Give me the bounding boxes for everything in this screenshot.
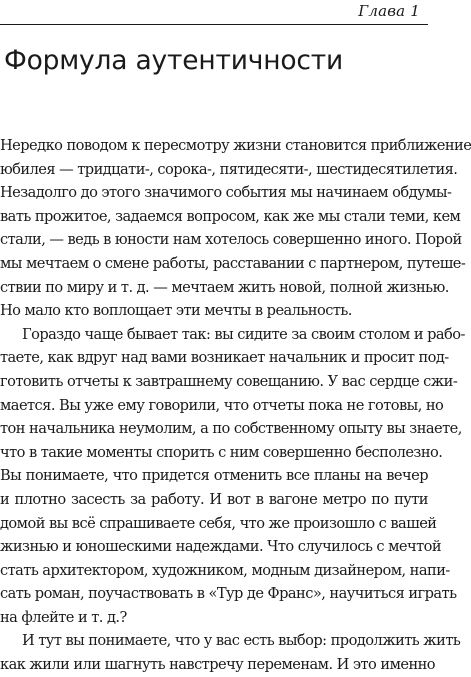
text-line: что в такие моменты спорить с ним совершенно бесполезно. xyxy=(0,443,443,461)
text-line: сать роман, поучаствовать в «Тур де Франс», научиться играть xyxy=(0,585,457,603)
text-line: на флейте и т. д.? xyxy=(0,608,127,626)
text-line: стать архитектором, художником, модным дизайнером, напи- xyxy=(0,561,450,579)
text-line: юбилея — тридцати-, сорока-, пятидесяти-, шестидесятилетия. xyxy=(0,160,458,178)
text-line: ствии по миру и т. д. — мечтаем жить новой, полной жизнью. xyxy=(0,278,449,296)
text-line: как жили или шагнуть навстречу переменам. И это именно xyxy=(0,656,436,674)
text-line: Вы понимаете, что придется отменить все планы на вечер xyxy=(0,467,428,485)
text-line: мается. Вы уже ему говорили, что отчеты пока не готовы, но xyxy=(0,396,444,414)
body-text xyxy=(0,134,471,677)
text-line: мы мечтаем о смене работы, расставании с партнером, путеше- xyxy=(0,254,466,272)
text-line: Гораздо чаще бывает так: вы сидите за своим столом и рабо- xyxy=(22,325,465,343)
chapter-title: Формула аутентичности xyxy=(4,45,343,76)
text-line: готовить отчеты к завтрашнему совещанию. У вас сердце сжи- xyxy=(0,372,458,390)
chapter-label: Глава 1 xyxy=(358,2,420,20)
text-line: вать прожитое, задаемся вопросом, как же мы стали теми, кем xyxy=(0,207,461,225)
text-line: Нередко поводом к пересмотру жизни становится приближение xyxy=(0,137,471,154)
text-line: домой вы всё спрашиваете себя, что же произошло с вашей xyxy=(0,514,437,532)
text-line: таете, как вдруг над вами возникает начальник и просит под- xyxy=(0,349,449,367)
text-line: стали, — ведь в юности нам хотелось совершенно иного. Порой xyxy=(0,231,462,249)
text-line: Но мало кто воплощает эти мечты в реальность. xyxy=(0,302,352,320)
text-line: Незадолго до этого значимого события мы начинаем обдумы- xyxy=(0,184,452,202)
text-line: тон начальника неумолим, а по собственному опыту вы знаете, xyxy=(0,420,462,438)
text-line: и плотно засесть за работу. И вот в вагоне метро по пути xyxy=(0,490,428,508)
text-line: жизнью и юношескими надеждами. Что случилось с мечтой xyxy=(0,538,442,556)
running-header xyxy=(0,0,428,25)
text-line: И тут вы понимаете, что у вас есть выбор: продолжить жить xyxy=(22,632,461,650)
